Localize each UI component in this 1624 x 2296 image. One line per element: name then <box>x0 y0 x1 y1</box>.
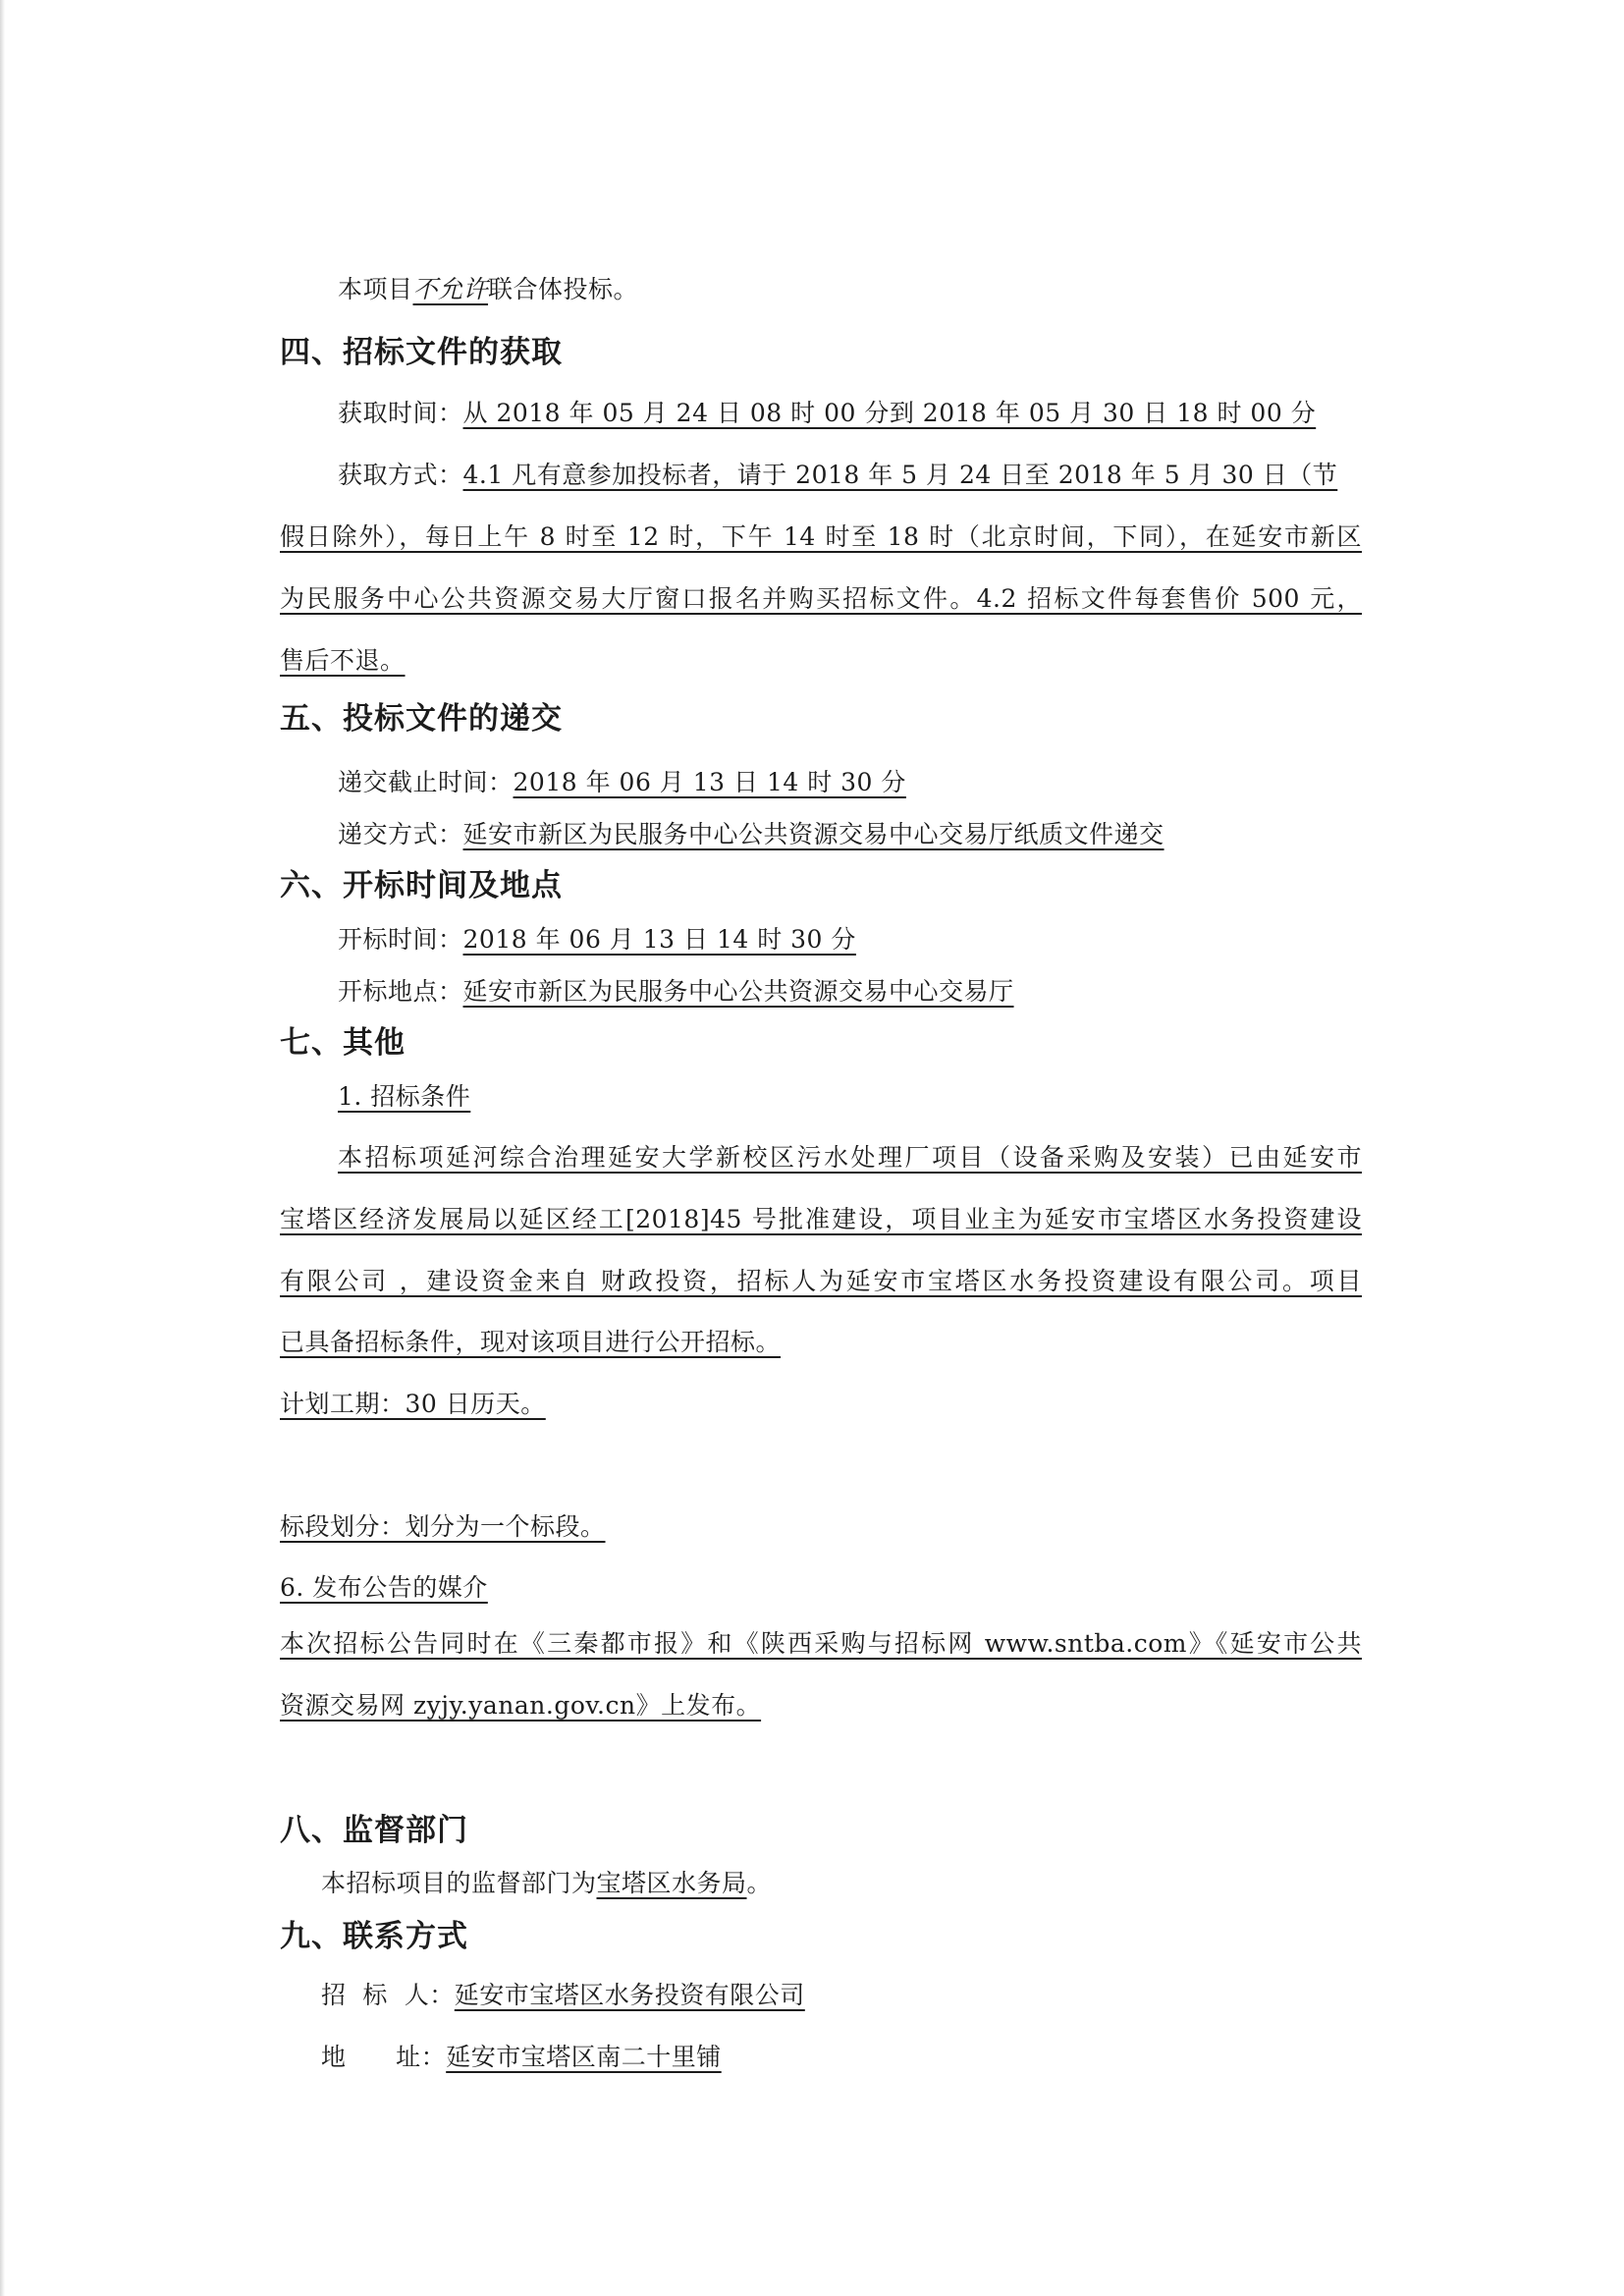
opening-time <box>338 923 856 957</box>
section6-heading: 六、开标时间及地点 <box>280 868 563 903</box>
section-division: 标段划分：划分为一个标段。 <box>280 1512 606 1541</box>
opening-time-value: 2018 年 06 月 13 日 14 时 30 分 <box>462 925 856 954</box>
section9-heading: 九、联系方式 <box>280 1919 468 1954</box>
conditions-line-4: 已具备招标条件，现对该项目进行公开招标。 <box>280 1328 782 1356</box>
scan-edge-shadow <box>0 0 5 2296</box>
tenderer-line <box>321 1979 805 2012</box>
section5-heading: 五、投标文件的递交 <box>280 701 563 737</box>
submit-method-value: 延安市新区为民服务中心公共资源交易中心交易厅纸质文件递交 <box>462 820 1164 848</box>
submit-method-label: 递交方式： <box>338 820 463 848</box>
intro-not-allowed: 不允许 <box>412 275 489 303</box>
supervision-department: 宝塔区水务局 <box>596 1869 747 1897</box>
acquire-method-text-1: 4.1 凡有意参加投标者，请于 2018 年 5 月 24 日至 2018 年 5 月 30 日（节 <box>462 461 1338 489</box>
submit-method <box>338 818 1164 851</box>
section8-heading: 八、监督部门 <box>280 1813 468 1848</box>
opening-place-value: 延安市新区为民服务中心公共资源交易中心交易厅 <box>462 977 1014 1006</box>
acquire-method-line-4 <box>280 644 429 678</box>
acquire-time-label: 获取时间： <box>338 399 463 427</box>
media-line-2 <box>280 1689 775 1722</box>
acquire-method-line-1 <box>338 459 1337 492</box>
sub-heading-tender-conditions: 1. 招标条件 <box>338 1082 471 1111</box>
acquire-method-text-4: 售后不退。 <box>280 646 406 675</box>
intro-prefix: 本项目 <box>338 275 413 303</box>
supervision-statement <box>321 1867 772 1900</box>
tenderer-value: 延安市宝塔区水务投资有限公司 <box>454 1981 805 2009</box>
media-line-1: 本次招标公告同时在《三秦都市报》和《陕西采购与招标网 www.sntba.com》《延安市公共 <box>280 1629 1362 1658</box>
sub-heading-media: 6. 发布公告的媒介 <box>280 1573 488 1602</box>
supervision-prefix: 本招标项目的监督部门为 <box>321 1869 597 1897</box>
acquire-time-value: 从 2018 年 05 月 24 日 08 时 00 分到 2018 年 05 月 30 日 18 时 00 分 <box>462 399 1317 427</box>
acquire-method-line-2: 假日除外），每日上午 8 时至 12 时，下午 14 时至 18 时（北京时间，下同），在延安市新区 <box>280 522 1362 551</box>
tenderer-label: 招 标 人： <box>321 1981 455 2009</box>
acquire-time <box>338 397 1316 430</box>
supervision-suffix: 。 <box>746 1869 773 1897</box>
conditions-line-2: 宝塔区经济发展局以延区经工[2018]45 号批准建设，项目业主为延安市宝塔区水务投资建设 <box>280 1205 1362 1233</box>
opening-place-label: 开标地点： <box>338 977 463 1006</box>
acquire-method-label: 获取方式： <box>338 461 463 489</box>
section7-heading: 七、其他 <box>280 1025 406 1061</box>
submit-deadline-label: 递交截止时间： <box>338 768 514 796</box>
construction-period: 计划工期：30 日历天。 <box>280 1390 546 1418</box>
conditions-line-1: 本招标项延河综合治理延安大学新校区污水处理厂项目（设备采购及安装）已由延安市 <box>338 1143 1362 1172</box>
intro-suffix: 联合体投标。 <box>488 275 639 303</box>
acquire-method-line-3: 为民服务中心公共资源交易大厅窗口报名并购买招标文件。4.2 招标文件每套售价 500 元， <box>280 584 1362 613</box>
submit-deadline-value: 2018 年 06 月 13 日 14 时 30 分 <box>513 768 906 796</box>
media-text-2: 资源交易网 zyjy.yanan.gov.cn》上发布。 <box>280 1691 762 1720</box>
conditions-line-3: 有限公司 ，建设资金来自 财政投资，招标人为延安市宝塔区水务投资建设有限公司。项目 <box>280 1267 1362 1295</box>
section4-heading: 四、招标文件的获取 <box>280 335 563 370</box>
submit-deadline <box>338 766 906 799</box>
consortium-statement <box>338 273 638 306</box>
address-value: 延安市宝塔区南二十里铺 <box>446 2043 722 2071</box>
opening-time-label: 开标时间： <box>338 925 463 954</box>
address-label: 地 址： <box>321 2043 447 2071</box>
opening-place <box>338 975 1014 1009</box>
address-line <box>321 2041 722 2074</box>
